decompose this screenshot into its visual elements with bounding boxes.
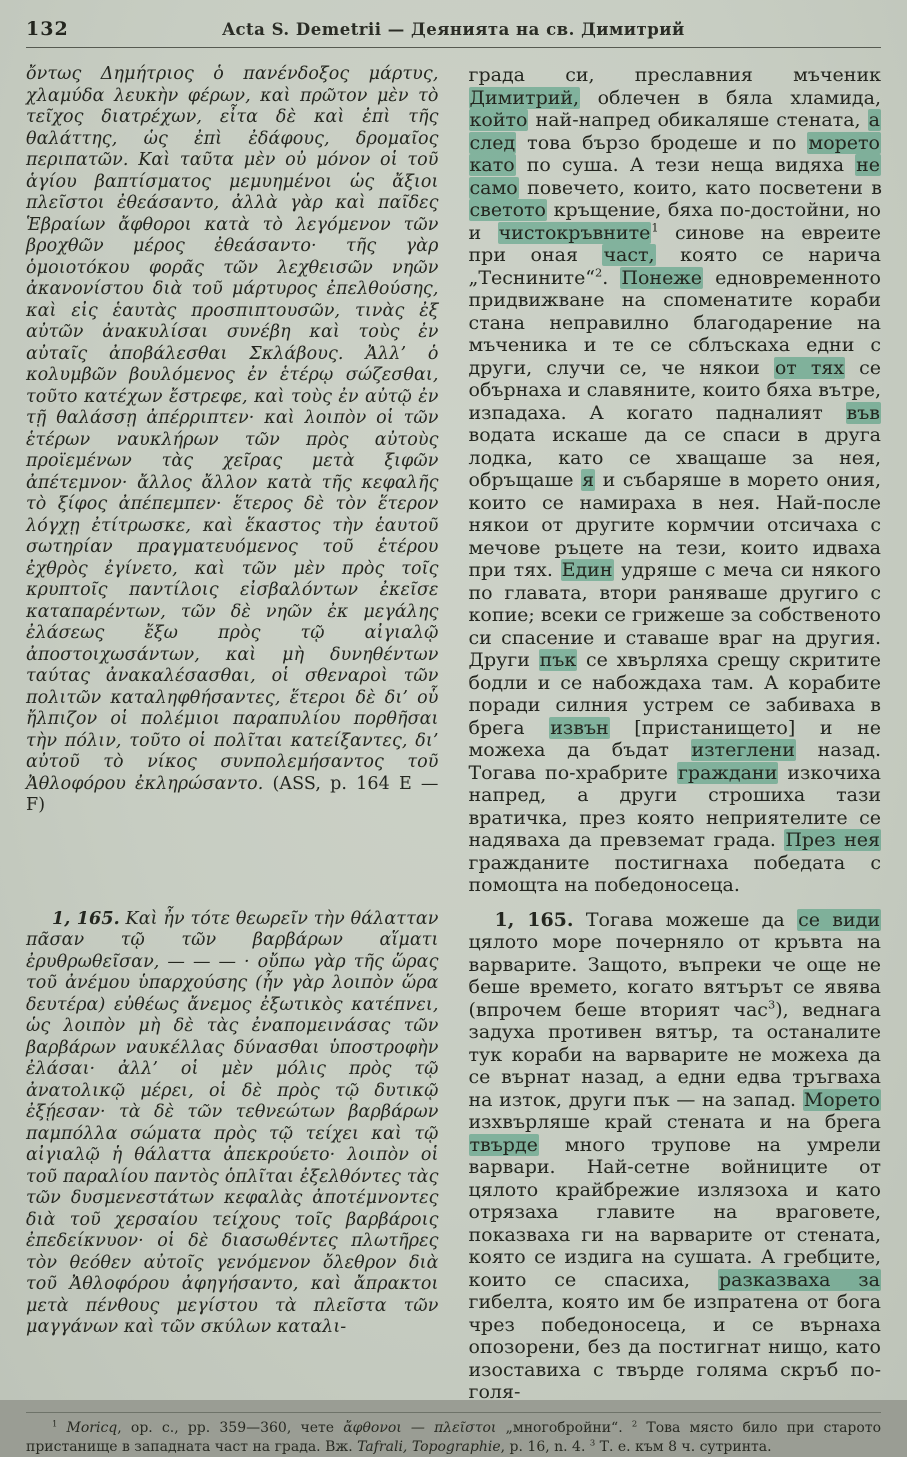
footnote-marker: 2 — [595, 265, 603, 280]
footnote-marker: 3 — [767, 997, 776, 1012]
text-run: водата искаше да се спаси в друга лодка, като се хващаше за нея, обръщаше — [468, 424, 881, 491]
text-run: Това място било при старото пристанище в западната част на града. Вж. — [26, 1419, 881, 1455]
text-run: изхвърляше край стената и на брега — [468, 1111, 881, 1133]
highlight-mark: морето като — [469, 131, 880, 176]
highlight-mark: я — [582, 469, 595, 491]
text-run: ), веднага задуха противен вятър, та останалите тук кораби на варварите не можеха да се върнат назад, а едни едва тръгваха на изток, други пък — на запад. — [468, 998, 882, 1111]
text-run: гражданите постигнаха победата с помощта на победоносеца. — [468, 851, 881, 896]
text-run: това бързо бродеше и по — [516, 131, 808, 154]
text-run — [57, 1420, 66, 1436]
text-run: кръщение, бяха по-достойни, но и — [468, 199, 881, 244]
highlight-mark: не само — [469, 154, 880, 199]
text-run: (ASS, p. 164 E — F) — [26, 773, 439, 815]
text-run: цялото море почерняло от кръвта на варварите. Защото, въпреки че още не беше времето, когато вятърът се явява (впрочем беше вторият час — [468, 931, 881, 1021]
highlight-mark: се види — [798, 908, 881, 931]
text-run: ὄντως Δημήτριος ὁ πανένδοξος μάρτυς, χλαμύδα λευκὴν φέρων, καὶ πρῶτον μὲν τὸ τεῖχος διατρέχων, εἶτα δὲ καὶ ἐπὶ τῆς θαλάττης, ὡς ἐπὶ ἐδάφους, δρομαῖος περιπατῶν. Καὶ ταῦτα μὲν οὐ μόνον οἱ τοῦ ἁγίου βαπτίσματος μεμυημένοι ὡς ἄξιοι πλεῖστοι ἐθεάσαντο, ἀλλὰ γὰρ καὶ παῖδες Ἑβραίων ἄφθοροι κατὰ τὸ λεγόμενον τῶν βροχθῶν μέρος ἐθεάσαντο· τῆς γὰρ ὁμοιοτόκου φορᾶς τῶν λεχθεισῶν νηῶν ἀκανονίστου διὰ τοῦ μάρτυρος ἐπελθούσης, καὶ εἰς ἑαυτὰς προσπιπτουσῶν, τινὰς ἐξ αὐτῶν ἀνακυλίσαι συνέβη καὶ τοὺς ἐν αὐταῖς ἀποβάλεσθαι Σκλάβους. Ἀλλ’ ὁ κολυμβῶν βουλόμενος ἐν ἑτέρῳ σώζεσθαι, τοῦτο κατέχων ἔστρεφε, καὶ τοὺς ἐν αὐτῷ ἐν τῇ θαλάσσῃ ἀπέρριπτεν· καὶ λοιπὸν οἱ τῶν ἑτέρων ναυκλήρων τῶν πρὸς αὐτοὺς προϊεμένων τὰς χεῖρας μετὰ ξιφῶν ἀπέτεμνον· ἄλλος ἄλλον κατὰ τῆς κεφαλῆς τὸ ξίφος ἀπέπεμπεν· ἕτερος δὲ τὸν ἕτερον λόγχῃ ἐτίτρωσκε, καὶ ἕκαστος τὴν ἑαυτοῦ σωτηρίαν πραγματευόμενος τοῦ ἑτέρου ἐχθρὸς ἐγίνετο, καὶ τῶν μὲν πρὸς τοῖς κρυπτοῖς παντίλοις εἰσβαλόντων ἐκεῖσε καταπαρέντων, τῶν δὲ νηῶν ἐκ μεγάλης ἐλάσεως ἔξω πρὸς τῷ αἰγιαλῷ ἀποστοιχωσάντων, καὶ μὴ δυνηθέντων ταύτας ἀνακαλέσασθαι, οἱ σθεναροὶ τῶν πολιτῶν καταληφθήσαντες, ἕτεροι δὲ δι’ οὗ ἤλπιζον οἱ πολέμιοι παραπυλίου πορθῆσαι τὴν πόλιν, τοῦτο οἱ πολῖται κατείξαντες, δι’ αὐτοῦ τὸ νίκος συνπολεμήσαντος τοῦ Ἀθλοφόρου ἐκληρώσαντο. — [26, 64, 439, 794]
highlight-mark: а след — [469, 109, 880, 154]
footnote-marker: 1 — [651, 220, 659, 235]
highlight-mark: разказваха за — [718, 1268, 881, 1291]
highlight-mark: извън — [550, 716, 609, 739]
highlight-mark: който — [469, 109, 528, 131]
text-run: 1, 165. — [494, 908, 574, 931]
highlight-mark: граждани — [677, 761, 778, 784]
text-run: синове на евреите при оная — [468, 221, 882, 266]
highlight-mark: Един — [561, 559, 613, 581]
text-run: Т. е. към 8 ч. сутринта. — [595, 1438, 772, 1455]
text-run: удряше с меча си някого по главата, втори раняваше другиго с копие; всеки се грижеше за собственото си спасение и ставаше враг на другия. Други — [468, 559, 881, 671]
highlight-mark: във — [846, 401, 880, 424]
highlight-mark: светото — [469, 199, 546, 221]
highlight-mark: част, — [603, 244, 655, 266]
page-header — [26, 14, 881, 40]
text-run: . — [602, 266, 621, 289]
text-run: , op. c., pp. 359—360, чете — [117, 1419, 344, 1436]
text-run: Καὶ ἦν τότε θεωρεῖν τὴν θάλατταν πᾶσαν τῷ τῶν βαρβάρων αἵματι ἐρυθρωθεῖσαν, — — — · οὔπω γὰρ τῆς ὥρας τοῦ ἀνέμου ὑπαρχούσης (ἦν γὰρ λοιπὸν ὥρα δευτέρα) εὐθέως ἄνεμος ἐξωτικὸς κατέπνει, ὡς λοιπὸν μὴ δὲ τὰς ἐναπομεινάσας τῶν βαρβάρων ναυκέλλας δύνασθαι ὑποστροφὴν ἐλάσαι· ἀλλ’ οἱ μὲν μόλις πρὸς τῷ ἀνατολικῷ μέρει, οἱ δὲ πρὸς τῷ δυτικῷ ἐξῄεσαν· τὰ δὲ τῶν τεθνεώτων βαρβάρων παμπόλλα σώματα πρὸς τῷ τείχει καὶ τῷ αἰγιαλῷ ἡ θάλαττα ἀπεκρούετο· λοιπὸν οἱ τοῦ παραλίου παντὸς ὁπλῖται ἐξελθόντες τὰς τῶν δυσμενεστάτων κεφαλὰς ἀποτέμνοντες διὰ τοῦ χερσαίου τείχους τοῖς βαρβάροις ἐπεδείκνυον· οἱ δὲ διασωθέντες πλωτῆρες τὸν θεόθεν αὐτοῖς γενόμενον ὄλεθρον διὰ τοῦ Ἀθλοφόρου ἀφηγήσαντο, καὶ ἄπρακτοι μετὰ πένθους μεγίστου τὰ πλεῖστα τῶν μαγγάνων καὶ τῶν σκύλων καταλι- — [26, 908, 439, 1337]
footnote-rule — [26, 1412, 881, 1413]
footnote-block — [26, 1419, 881, 1457]
text-run: по суша. А тези неща видяха — [515, 154, 856, 176]
page-number: 132 — [26, 18, 69, 40]
text-run: града си, преславния мъченик — [468, 64, 881, 86]
text-run: много трупове на умрели варвари. Най-сетне войниците от цялото крайбрежие излязоха и като отрязаха главите на враговете, показваха ги на варварите от стената, която се издига на сушата. А гребците, които се спасиха, — [468, 1133, 881, 1291]
text-run: ἄφθονοι — πλεῖστοι — [343, 1419, 497, 1436]
highlight-mark: изтеглени — [691, 739, 795, 761]
text-run: Moricq — [66, 1419, 118, 1436]
footnote-marker: 3 — [589, 1436, 596, 1447]
text-run: облечен в бяла хламида, — [580, 86, 881, 109]
text-run: Тогава можеше да — [573, 908, 798, 931]
text-run: се обърнаха и славяните, които бяха вътре, изпадаха. А когато падналият — [468, 356, 881, 424]
text-run: се хвърляха срещу скритите бодли и се набождаха там. А корабите поради силния устрем се забиваха в брега — [468, 649, 881, 739]
highlight-mark: Понеже — [621, 266, 703, 289]
header-rule — [26, 47, 881, 48]
highlight-mark: Димитрий, — [469, 86, 580, 109]
footnote-marker: 1 — [52, 1417, 58, 1428]
text-run: повечето, които, като посветени в — [518, 176, 882, 199]
text-run: която се нарича „Теснините“ — [468, 244, 881, 289]
highlight-mark: чистокръвните — [498, 221, 651, 244]
footnote-marker: 2 — [631, 1417, 638, 1428]
bulgarian-paragraph-2 — [469, 909, 882, 1404]
bulgarian-paragraph-1 — [469, 64, 882, 897]
text-run: гибелта, която им бе изпратена от бога чрез победоносеца, и се върнаха опозорени, без да постигнат нищо, като изоставиха с твърде голяма скръб по-голя- — [468, 1291, 881, 1403]
text-run: и събаряше в морето ония, които се намираха в нея. Най-после някои от другите кормчии отсичаха с мечове ръцете на тези, които идваха при тях. — [468, 469, 881, 581]
text-run: 1, 165. — [52, 908, 120, 929]
highlight-mark: Морето — [803, 1088, 880, 1111]
text-run: , p. 16, n. 4. — [500, 1438, 590, 1455]
text-run: едновременното придвижване на споменатите кораби стана неправилно благодарение на мъченика и те се сблъскаха едни с други, случи се, че някои — [468, 266, 881, 379]
highlight-mark: пък — [539, 649, 577, 671]
greek-paragraph-2 — [26, 909, 439, 1339]
text-columns — [26, 64, 881, 1404]
text-run: „многобройни“. — [496, 1419, 632, 1436]
highlight-mark: През нея — [785, 829, 880, 851]
greek-paragraph-1 — [26, 64, 439, 817]
text-run: изкочиха напред, а други строшиха тази вратичка, през която неприятелите се надяваха да превземат града. — [468, 761, 882, 851]
text-run: [пристанището] и не можеха да бъдат — [468, 716, 882, 761]
highlight-mark: твърде — [469, 1133, 538, 1156]
highlight-mark: от тях — [774, 356, 845, 379]
running-title: Acta S. Demetrii — Деянията на св. Димитрий — [222, 20, 685, 39]
text-run: най-напред обикаляше стената, — [528, 109, 868, 131]
text-run: Tafrali, Topographie — [357, 1438, 501, 1455]
text-run: назад. Тогава по-храбрите — [468, 739, 881, 784]
